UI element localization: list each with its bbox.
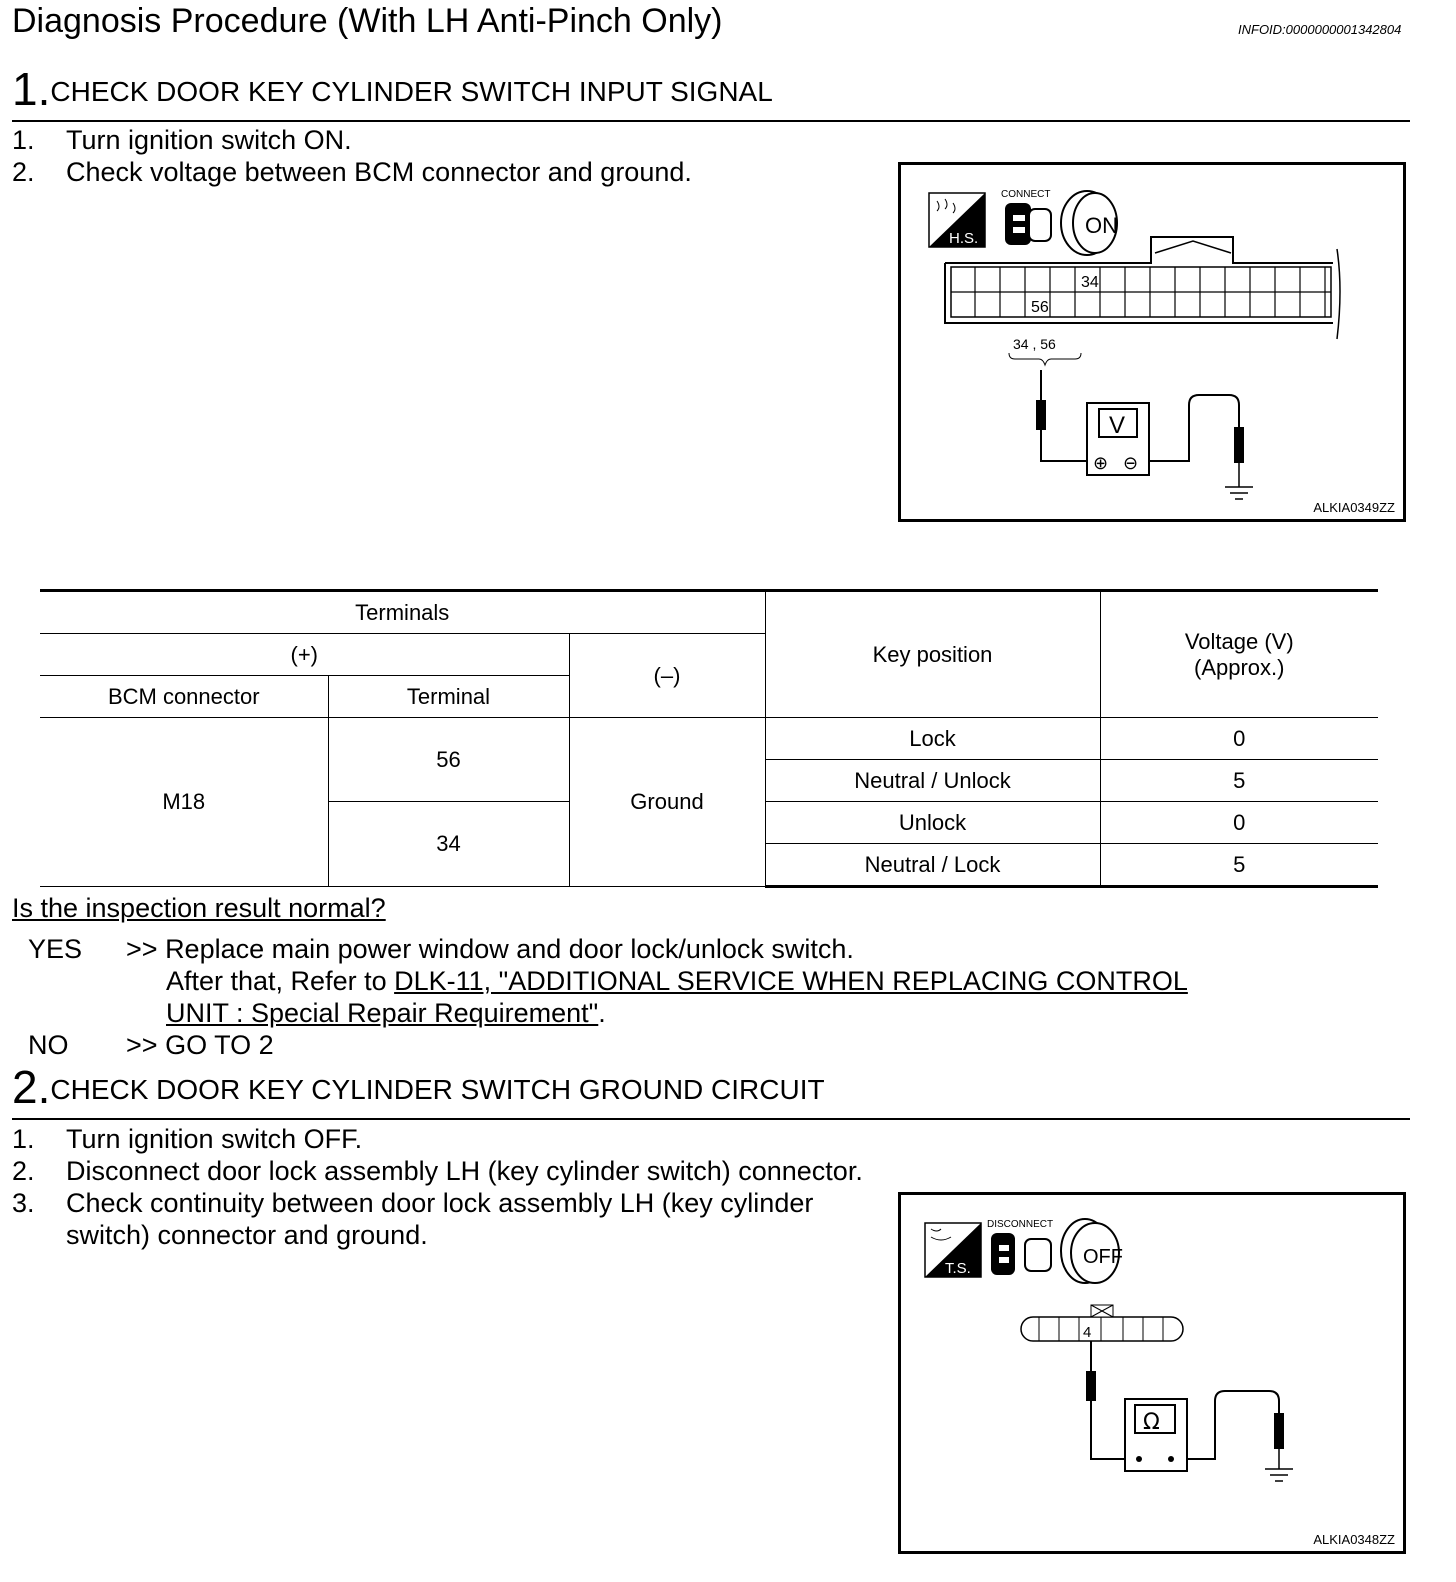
th-voltage: Voltage (V) (Approx.) (1100, 591, 1378, 718)
th-terminal: Terminal (328, 676, 569, 718)
meter-ohm-label: Ω (1143, 1410, 1160, 1435)
figure-code: ALKIA0349ZZ (1313, 500, 1395, 515)
continuity-check-diagram (901, 1195, 1403, 1551)
cell-connector: M18 (40, 718, 328, 887)
ground-symbol (1265, 1449, 1293, 1481)
key-on-label: ON (1085, 213, 1118, 238)
step1-list (12, 124, 886, 188)
yes-answer (0, 933, 1456, 965)
list-item: 2. Disconnect door lock assembly LH (key cylinder switch) connector. (12, 1156, 863, 1186)
go-to-2-text: GO TO 2 (165, 1030, 274, 1060)
th-terminals: Terminals (40, 591, 765, 634)
pin-34-label: 34 (1081, 274, 1099, 291)
no-answer: NO >> GO TO 2 (28, 1030, 274, 1060)
step2-heading (12, 1060, 825, 1114)
key-off-label: OFF (1083, 1246, 1123, 1268)
list-item: 1. Turn ignition switch ON. (12, 125, 352, 155)
step1-heading (12, 62, 773, 116)
plus-terminal: ⊕ (1093, 453, 1109, 474)
th-minus: (–) (569, 634, 765, 718)
connect-label: CONNECT (1001, 189, 1051, 200)
voltmeter (1087, 403, 1149, 475)
step2-divider (12, 1118, 1410, 1120)
figure-code: ALKIA0348ZZ (1313, 1532, 1395, 1547)
minus-terminal: ⊖ (1123, 453, 1139, 474)
cell-voltage: 0 (1100, 802, 1378, 844)
cell-voltage: 0 (1100, 718, 1378, 760)
door-lock-connector (1021, 1305, 1183, 1341)
step2-number: 2. (12, 1061, 51, 1113)
pin-4-label: 4 (1083, 1324, 1092, 1341)
step1-number: 1. (12, 63, 51, 115)
disconnect-label: DISCONNECT (987, 1219, 1054, 1230)
voltage-check-diagram (901, 165, 1403, 519)
inspection-question: Is the inspection result normal? (12, 893, 386, 923)
cell-ground: Ground (569, 718, 765, 887)
list-item: 1. Turn ignition switch OFF. (12, 1124, 363, 1154)
yes-label: YES (28, 934, 83, 964)
th-bcm-connector: BCM connector (40, 676, 328, 718)
special-repair-link[interactable]: UNIT : Special Repair Requirement" (166, 998, 599, 1028)
ts-icon (925, 1223, 981, 1277)
info-id: INFOID:0000000001342804 (1238, 22, 1402, 37)
yes-refer-line: After that, Refer to DLK-11, "ADDITIONAL SERVICE WHEN REPLACING CONTROL (166, 966, 1188, 996)
ground-symbol (1225, 463, 1253, 499)
cell-key: Neutral / Lock (765, 844, 1100, 887)
cell-key: Neutral / Unlock (765, 760, 1100, 802)
pin-56-label: 56 (1031, 299, 1049, 316)
ts-label: T.S. (945, 1260, 971, 1277)
hs-icon (929, 193, 985, 247)
figure-voltage-check (898, 162, 1406, 522)
cell-terminal-56: 56 (328, 718, 569, 802)
table-row (40, 718, 1378, 760)
probe-label: 34 , 56 (1013, 336, 1056, 352)
yes-refer-line-2: UNIT : Special Repair Requirement". (166, 998, 606, 1028)
step2-heading-text: CHECK DOOR KEY CYLINDER SWITCH GROUND CIRCUIT (50, 1074, 825, 1105)
key-off-icon (1061, 1219, 1123, 1283)
page-title: Diagnosis Procedure (With LH Anti-Pinch Only) (12, 2, 723, 40)
key-on-icon (1061, 191, 1118, 255)
th-key-position: Key position (765, 591, 1100, 718)
list-item: switch) connector and ground. (66, 1220, 428, 1250)
connector-icon (1005, 203, 1051, 245)
no-label: NO (28, 1030, 69, 1060)
disconnect-icon (991, 1233, 1051, 1275)
cell-key: Unlock (765, 802, 1100, 844)
bcm-connector (945, 237, 1340, 339)
meter-v-label: V (1109, 412, 1126, 439)
step1-divider (12, 120, 1410, 122)
cell-terminal-34: 34 (328, 802, 569, 887)
cell-key: Lock (765, 718, 1100, 760)
step1-heading-text: CHECK DOOR KEY CYLINDER SWITCH INPUT SIGNAL (50, 76, 773, 107)
ohmmeter (1125, 1399, 1187, 1471)
list-item: 3. Check continuity between door lock assembly LH (key cylinder (12, 1188, 814, 1218)
cell-voltage: 5 (1100, 844, 1378, 887)
yes-arrow: >> Replace main power window and door lock/unlock switch. (126, 934, 854, 964)
th-plus: (+) (40, 634, 569, 676)
voltage-spec-table (40, 589, 1378, 888)
cell-voltage: 5 (1100, 760, 1378, 802)
hs-label: H.S. (949, 230, 979, 247)
step2-list (12, 1123, 966, 1251)
list-item: 2. Check voltage between BCM connector and ground. (12, 157, 692, 187)
figure-continuity-check (898, 1192, 1406, 1554)
dlk-11-link[interactable]: DLK-11, "ADDITIONAL SERVICE WHEN REPLACING CONTROL (394, 966, 1188, 996)
